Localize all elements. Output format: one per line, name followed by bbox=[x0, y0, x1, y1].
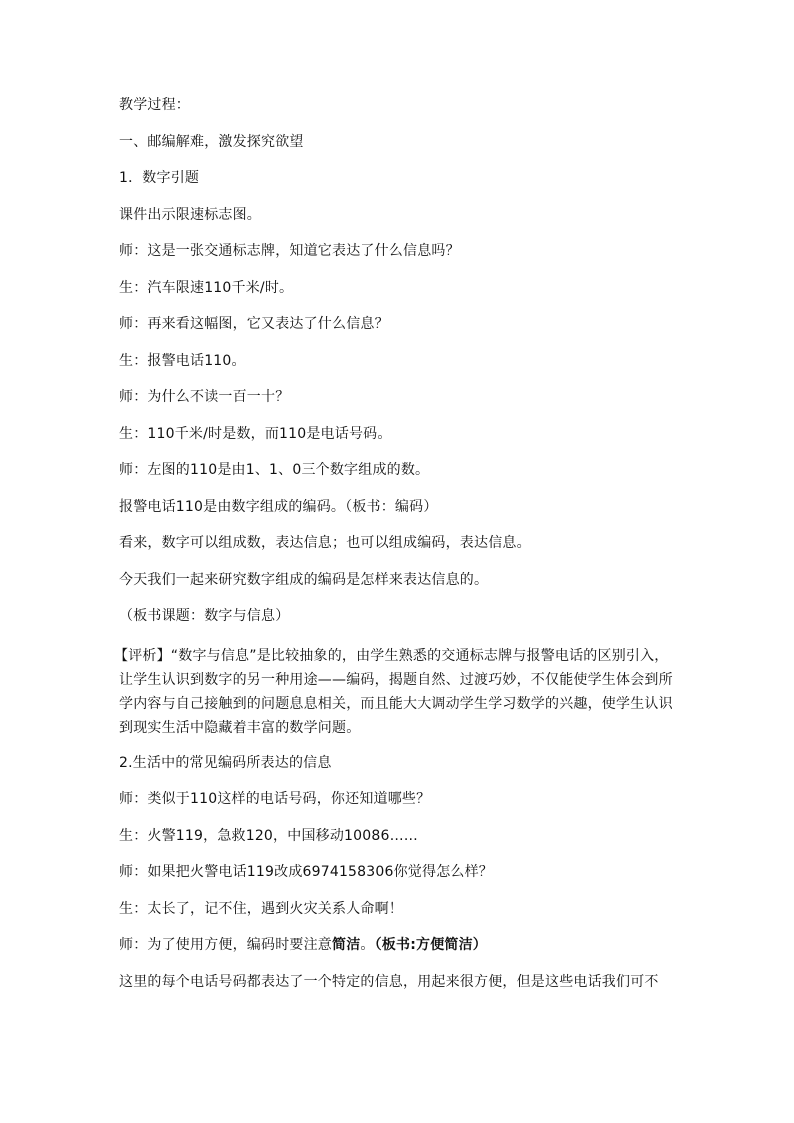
paragraph: 今天我们一起来研究数字组成的编码是怎样来表达信息的。 bbox=[119, 571, 489, 588]
paragraph: 生：火警119，急救120，中国移动10086…… bbox=[119, 827, 418, 844]
paragraph: 看来，数字可以组成数，表达信息；也可以组成编码，表达信息。 bbox=[119, 535, 531, 551]
paragraph: （板书课题：数字与信息） bbox=[119, 608, 290, 624]
paragraph bbox=[119, 936, 679, 954]
paragraph-text: 。 bbox=[360, 937, 375, 953]
document-body bbox=[114, 96, 679, 1009]
section-heading: 教学过程： bbox=[119, 97, 190, 113]
commentary-paragraph: 【评析】“数字与信息”是比较抽象的，由学生熟悉的交通标志牌与报警电话的区别引入，让学生认识到数字的另一种用途——编码，揭题自然、过渡巧妙，不仅能使学生体会到所学内容与自己接触到的问题息息相关，而且能大大调动学生学习数学的兴趣，使学生认识到现实生活中隐藏着丰富的数学问题。 bbox=[114, 647, 673, 736]
paragraph: 课件出示限速标志图。 bbox=[119, 206, 261, 223]
paragraph: 报警电话110是由数字组成的编码。（板书：编码） bbox=[119, 498, 438, 515]
paragraph: 师：如果把火警电话119改成6974158306你觉得怎么样？ bbox=[119, 864, 493, 880]
paragraph: 师：左图的110是由1、1、0三个数字组成的数。 bbox=[119, 462, 430, 478]
paragraph: 生：汽车限速110千米/时。 bbox=[119, 279, 294, 296]
subsection-title: 2.生活中的常见编码所表达的信息 bbox=[119, 754, 332, 771]
paragraph: 师：这是一张交通标志牌，知道它表达了什么信息吗？ bbox=[119, 243, 460, 259]
paragraph-text: 师：为了使用方便，编码时要注意 bbox=[119, 937, 332, 953]
paragraph: 师：再来看这幅图，它又表达了什么信息？ bbox=[119, 316, 389, 332]
paragraph: 师：类似于110这样的电话号码，你还知道哪些？ bbox=[119, 791, 431, 807]
paragraph: 师：为什么不读一百一十？ bbox=[119, 389, 290, 405]
paragraph: 生：110千米/时是数，而110是电话号码。 bbox=[119, 425, 392, 442]
bold-board-note: （板书:方便简洁） bbox=[374, 937, 488, 953]
subsection-title: 1．数字引题 bbox=[119, 170, 200, 186]
paragraph: 生：太长了，记不住，遇到火灾关系人命啊！ bbox=[119, 900, 403, 917]
paragraph: 生：报警电话110。 bbox=[119, 352, 246, 369]
section-title: 一、邮编解难，激发探究欲望 bbox=[119, 133, 304, 150]
bold-text: 简洁 bbox=[332, 937, 361, 953]
paragraph: 这里的每个电话号码都表达了一个特定的信息，用起来很方便，但是这些电话我们可不 bbox=[119, 973, 659, 990]
